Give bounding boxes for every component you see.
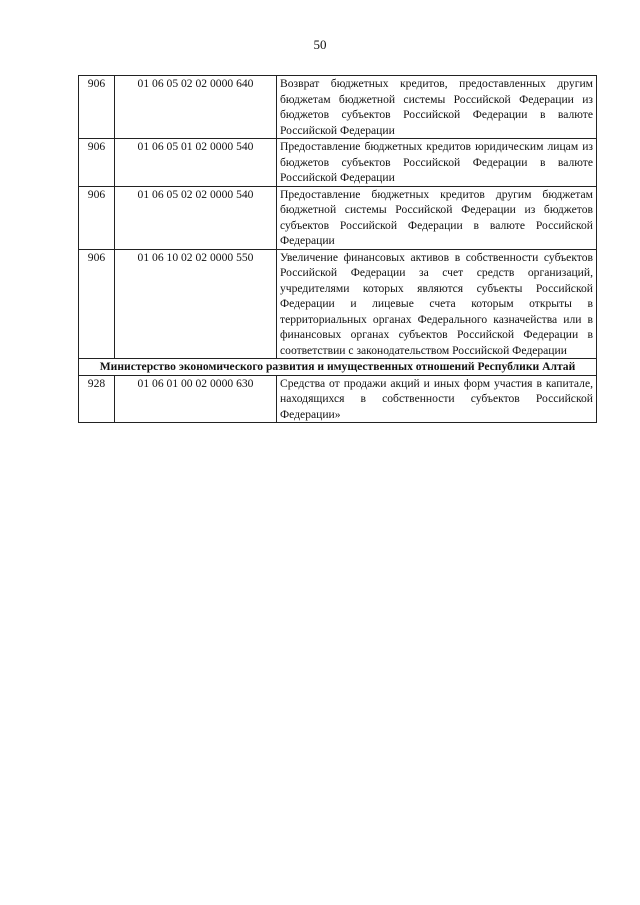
admin-code-cell: 906 <box>79 186 115 249</box>
section-title: Министерство экономического развития и имущественных отношений Республики Алтай <box>79 359 597 376</box>
budget-sources-table <box>78 75 597 423</box>
description-cell: Увеличение финансовых активов в собственности субъектов Российской Федерации за счет средств организаций, учредителями которых являются субъекты Российской Федерации и лицевые счета которым открыты в территориальных органах Федерального казначейства или в финансовых органах субъектов Российской Федерации в соответствии с законодательством Российской Федерации <box>277 249 597 359</box>
description-cell: Средства от продажи акций и иных форм участия в капитале, находящихся в собственности субъектов Российской Федерации» <box>277 375 597 423</box>
source-code-cell: 01 06 05 02 02 0000 540 <box>115 186 277 249</box>
description-cell: Предоставление бюджетных кредитов другим бюджетам бюджетной системы Российской Федерации из бюджетов субъектов Российской Федерации в валюте Российской Федерации <box>277 186 597 249</box>
table-row <box>79 375 597 423</box>
admin-code-cell: 928 <box>79 375 115 423</box>
source-code-cell: 01 06 05 01 02 0000 540 <box>115 139 277 187</box>
page-number: 50 <box>313 37 327 52</box>
table-row <box>79 186 597 249</box>
admin-code-cell: 906 <box>79 139 115 187</box>
admin-code-cell: 906 <box>79 249 115 359</box>
description-cell: Предоставление бюджетных кредитов юридическим лицам из бюджетов субъектов Российской Федерации в валюте Российской Федерации <box>277 139 597 187</box>
description-cell: Возврат бюджетных кредитов, предоставленных другим бюджетам бюджетной системы Российской Федерации из бюджетов субъектов Российской Федерации в валюте Российской Федерации <box>277 76 597 139</box>
source-code-cell: 01 06 05 02 02 0000 640 <box>115 76 277 139</box>
section-header-row <box>79 359 597 376</box>
source-code-cell: 01 06 01 00 02 0000 630 <box>115 375 277 423</box>
table-row <box>79 139 597 187</box>
source-code-cell: 01 06 10 02 02 0000 550 <box>115 249 277 359</box>
table-row <box>79 249 597 359</box>
admin-code-cell: 906 <box>79 76 115 139</box>
table-row <box>79 76 597 139</box>
